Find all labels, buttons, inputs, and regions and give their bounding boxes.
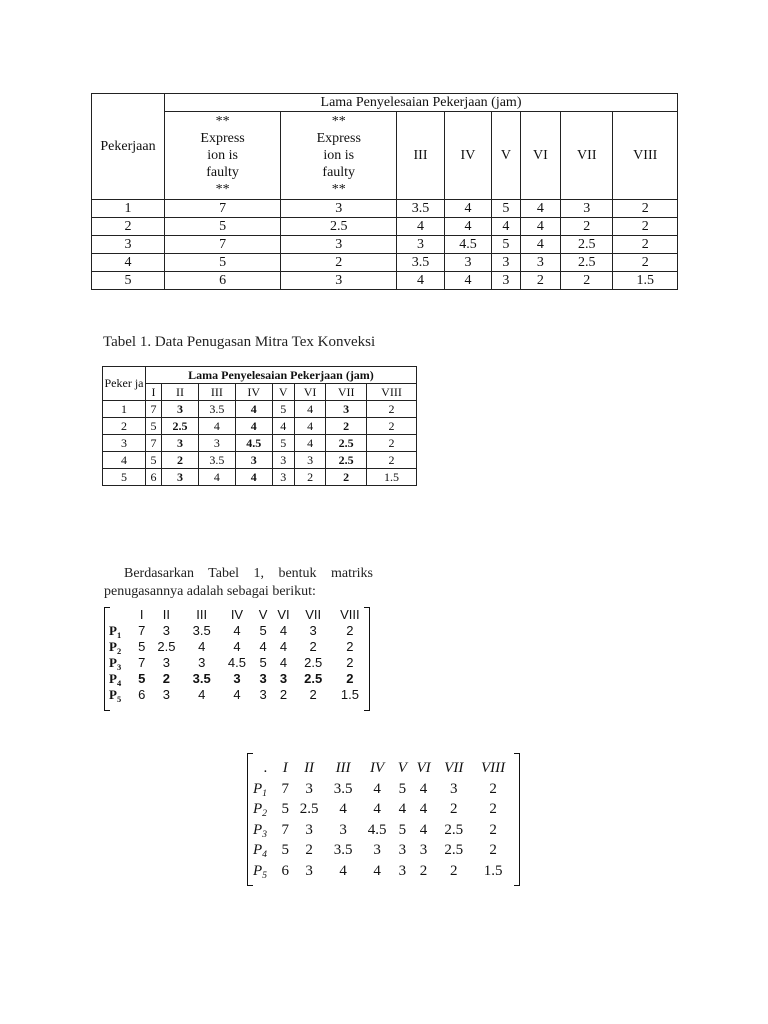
table-cell: 2 bbox=[613, 218, 678, 236]
table-cell: 4 bbox=[444, 218, 491, 236]
matrix-row bbox=[107, 671, 369, 687]
table-cell: 2.5 bbox=[561, 254, 613, 272]
table-cell: 7 bbox=[146, 435, 162, 452]
row-number: 1 bbox=[92, 200, 165, 218]
column-header: VIII bbox=[613, 112, 678, 200]
matrix-cell: 4 bbox=[279, 639, 288, 654]
matrix-column-header: II bbox=[162, 607, 171, 622]
matrix-cell: 2 bbox=[346, 671, 354, 686]
row-subscript: 5 bbox=[262, 869, 268, 881]
column-header: V bbox=[272, 384, 294, 401]
table-cell: 4 bbox=[294, 435, 325, 452]
table-cell: 2.5 bbox=[326, 452, 367, 469]
row-letter: P bbox=[253, 780, 263, 797]
row-subscript: 4 bbox=[116, 678, 122, 688]
table-cell: 2 bbox=[294, 469, 325, 486]
matrix-row bbox=[253, 840, 515, 861]
matrix-cell: 4 bbox=[419, 821, 428, 838]
table-cell: 2 bbox=[367, 435, 417, 452]
row-number: 1 bbox=[103, 401, 146, 418]
table-cell: 4 bbox=[235, 401, 272, 418]
matrix-row-label bbox=[253, 820, 278, 841]
table-cell: 2 bbox=[613, 200, 678, 218]
table-cell: 5 bbox=[165, 254, 281, 272]
matrix-cell: 5 bbox=[281, 801, 290, 817]
table-cell: 1.5 bbox=[367, 469, 417, 486]
matrix-cell: 2 bbox=[419, 862, 428, 879]
column-header: IV bbox=[235, 384, 272, 401]
matrix-column-header: VIII bbox=[340, 607, 360, 622]
matrix-cell: 3 bbox=[305, 821, 313, 838]
matrix-cell: 3 bbox=[450, 780, 458, 797]
paragraph-line: penugasannya adalah sebagai berikut: bbox=[104, 584, 316, 599]
matrix-cell: 7 bbox=[281, 821, 290, 838]
matrix-header-row bbox=[253, 758, 515, 779]
table-cell: 3 bbox=[162, 469, 199, 486]
table-cell: 3 bbox=[198, 435, 235, 452]
table-cell: 5 bbox=[272, 401, 294, 418]
matrix-cell: 3 bbox=[279, 671, 288, 686]
assignment-matrix-equation bbox=[247, 753, 520, 886]
table-cell: 2 bbox=[561, 272, 613, 290]
matrix-row bbox=[107, 655, 369, 671]
column-header: VII bbox=[561, 112, 613, 200]
table-cell: 3 bbox=[520, 254, 560, 272]
table-cell: 2 bbox=[162, 452, 199, 469]
table-cell: 7 bbox=[165, 200, 281, 218]
matrix-row-label bbox=[107, 623, 135, 639]
matrix-cell: 3 bbox=[419, 842, 428, 858]
matrix-cell: 4 bbox=[419, 801, 428, 817]
matrix-row bbox=[253, 820, 515, 841]
table-cell: 1.5 bbox=[613, 272, 678, 290]
row-header: Peker ja bbox=[103, 367, 146, 401]
matrix-cell: 5 bbox=[398, 780, 407, 797]
matrix-row-label bbox=[107, 687, 135, 703]
table-cell: 5 bbox=[272, 435, 294, 452]
table-cell: 2 bbox=[367, 418, 417, 435]
column-header: ** Express ion is faulty ** bbox=[281, 112, 397, 200]
matrix-row-label bbox=[107, 671, 135, 687]
row-subscript: 3 bbox=[116, 662, 122, 672]
row-letter: P bbox=[253, 842, 263, 858]
matrix-cell: 2.5 bbox=[444, 821, 464, 838]
matrix-cell: 3 bbox=[305, 862, 313, 879]
matrix-cell: 4 bbox=[398, 801, 407, 817]
matrix-cell: 3 bbox=[259, 687, 267, 702]
matrix-column-header: VII bbox=[305, 607, 322, 622]
column-header: VI bbox=[520, 112, 560, 200]
table-cell: 2 bbox=[613, 254, 678, 272]
matrix-column-header: VI bbox=[277, 607, 290, 622]
matrix-cell: 5 bbox=[259, 623, 267, 638]
table-cell: 4 bbox=[294, 418, 325, 435]
table-row bbox=[92, 200, 678, 218]
matrix-cell: 4 bbox=[419, 780, 428, 797]
table-cell: 4 bbox=[520, 218, 560, 236]
column-header: I bbox=[146, 384, 162, 401]
matrix-column-header: III bbox=[196, 607, 208, 622]
row-letter: P bbox=[253, 821, 263, 838]
matrix-cell: 3 bbox=[259, 671, 267, 686]
table-cell: 3 bbox=[281, 236, 397, 254]
table-cell: 2 bbox=[281, 254, 397, 272]
table-cell: 2.5 bbox=[281, 218, 397, 236]
row-number: 4 bbox=[103, 452, 146, 469]
explanation-paragraph bbox=[104, 565, 373, 601]
table-cell: 4 bbox=[235, 418, 272, 435]
assignment-table-top bbox=[91, 93, 678, 290]
matrix-row bbox=[107, 639, 369, 655]
row-number: 4 bbox=[92, 254, 165, 272]
table-cell: 4 bbox=[397, 218, 444, 236]
matrix-row-label bbox=[107, 655, 135, 671]
matrix-row bbox=[253, 799, 515, 820]
matrix-column-header: V bbox=[258, 607, 268, 622]
matrix-cell: 4 bbox=[198, 687, 206, 702]
table-cell: 5 bbox=[146, 418, 162, 435]
matrix-cell: 4 bbox=[279, 623, 288, 638]
matrix-cell: 2 bbox=[279, 687, 288, 702]
row-letter: P bbox=[109, 671, 117, 686]
matrix-row-label bbox=[253, 799, 278, 820]
matrix-cell: 6 bbox=[138, 687, 146, 702]
table-cell: 4 bbox=[235, 469, 272, 486]
matrix-column-header: IV bbox=[230, 607, 244, 622]
matrix-cell: 3 bbox=[162, 655, 171, 670]
table-cell: 3.5 bbox=[397, 254, 444, 272]
table-cell: 3 bbox=[492, 254, 520, 272]
matrix-corner: . bbox=[263, 760, 268, 776]
matrix-body bbox=[253, 758, 515, 881]
table-cell: 4 bbox=[444, 272, 491, 290]
matrix-cell: 1.5 bbox=[483, 862, 503, 879]
matrix-cell: 2.5 bbox=[304, 671, 323, 686]
matrix-cell: 2 bbox=[305, 842, 313, 858]
row-letter: P bbox=[109, 655, 117, 670]
table-cell: 2 bbox=[326, 469, 367, 486]
matrix-cell: 2.5 bbox=[444, 842, 464, 858]
table-row bbox=[92, 272, 678, 290]
table-cell: 5 bbox=[165, 218, 281, 236]
matrix-cell: 2 bbox=[346, 639, 354, 654]
table-cell: 4.5 bbox=[444, 236, 491, 254]
matrix-cell: 2 bbox=[489, 821, 497, 838]
matrix-row bbox=[107, 687, 369, 703]
column-header: IV bbox=[444, 112, 491, 200]
assignment-table-image bbox=[102, 366, 417, 486]
table-cell: 2 bbox=[326, 418, 367, 435]
matrix-cell: 7 bbox=[138, 623, 146, 638]
matrix-cell: 4.5 bbox=[367, 821, 387, 838]
table-row bbox=[92, 218, 678, 236]
table-cell: 6 bbox=[146, 469, 162, 486]
matrix-column-header: VI bbox=[416, 760, 431, 776]
table-row bbox=[103, 469, 417, 486]
table-cell: 4 bbox=[444, 200, 491, 218]
table-row bbox=[92, 254, 678, 272]
table-cell: 3 bbox=[294, 452, 325, 469]
matrix-cell: 2 bbox=[309, 639, 317, 654]
matrix-cell: 2 bbox=[346, 623, 354, 638]
matrix-cell: 5 bbox=[259, 655, 267, 670]
table-cell: 3 bbox=[492, 272, 520, 290]
table-cell: 3 bbox=[326, 401, 367, 418]
matrix-column-header: I bbox=[282, 760, 288, 776]
matrix-cell: 3 bbox=[233, 671, 241, 686]
table-cell: 2.5 bbox=[326, 435, 367, 452]
assignment-matrix-image bbox=[104, 607, 370, 711]
table-cell: 5 bbox=[492, 200, 520, 218]
table-row bbox=[103, 418, 417, 435]
column-header: V bbox=[492, 112, 520, 200]
column-header: VII bbox=[326, 384, 367, 401]
matrix-row-label bbox=[253, 840, 278, 861]
row-letter: P bbox=[109, 623, 117, 638]
table-cell: 2.5 bbox=[561, 236, 613, 254]
table-cell: 3 bbox=[444, 254, 491, 272]
table-cell: 2 bbox=[520, 272, 560, 290]
table-cell: 4 bbox=[294, 401, 325, 418]
table-cell: 7 bbox=[165, 236, 281, 254]
matrix-cell: 4 bbox=[233, 623, 241, 638]
matrix-cell: 4 bbox=[339, 862, 347, 879]
matrix-cell: 2 bbox=[162, 671, 171, 686]
matrix-row bbox=[107, 623, 369, 639]
matrix-cell: 3 bbox=[398, 862, 407, 879]
column-header: II bbox=[162, 384, 199, 401]
table-cell: 3.5 bbox=[397, 200, 444, 218]
matrix-cell: 4 bbox=[233, 639, 241, 654]
table-cell: 7 bbox=[146, 401, 162, 418]
matrix-cell: 7 bbox=[281, 780, 290, 797]
row-subscript: 1 bbox=[116, 630, 122, 640]
matrix-cell: 4 bbox=[339, 801, 347, 817]
matrix-row bbox=[253, 779, 515, 800]
matrix-cell: 2 bbox=[346, 655, 354, 670]
matrix-cell: 4 bbox=[373, 780, 381, 797]
table-cell: 3 bbox=[561, 200, 613, 218]
table-row bbox=[92, 236, 678, 254]
table-cell: 3.5 bbox=[198, 452, 235, 469]
row-letter: P bbox=[253, 862, 263, 879]
matrix-cell: 4 bbox=[233, 687, 241, 702]
table-cell: 2 bbox=[561, 218, 613, 236]
table-cell: 2 bbox=[367, 401, 417, 418]
matrix-row-label bbox=[253, 779, 278, 800]
matrix-cell: 2.5 bbox=[299, 801, 319, 817]
matrix-cell: 3.5 bbox=[333, 842, 353, 858]
table-cell: 4 bbox=[397, 272, 444, 290]
matrix-cell: 2 bbox=[450, 801, 458, 817]
table-cell: 3 bbox=[281, 200, 397, 218]
row-subscript: 5 bbox=[116, 694, 122, 704]
matrix-row-label bbox=[107, 639, 135, 655]
table-cell: 4.5 bbox=[235, 435, 272, 452]
table-cell: 4 bbox=[198, 418, 235, 435]
matrix-cell: 5 bbox=[281, 842, 290, 858]
row-subscript: 4 bbox=[262, 849, 268, 860]
row-number: 5 bbox=[92, 272, 165, 290]
matrix-cell: 2 bbox=[489, 842, 497, 858]
matrix-cell: 4.5 bbox=[227, 655, 246, 670]
matrix-row-label bbox=[253, 861, 278, 882]
row-number: 5 bbox=[103, 469, 146, 486]
table-cell: 3 bbox=[281, 272, 397, 290]
matrix-header-row bbox=[107, 607, 369, 623]
table-row bbox=[103, 452, 417, 469]
matrix-cell: 1.5 bbox=[340, 687, 359, 702]
row-letter: P bbox=[253, 801, 263, 817]
matrix-cell: 3 bbox=[162, 687, 171, 702]
paragraph-line: Berdasarkan Tabel 1, bentuk matriks bbox=[124, 566, 373, 581]
matrix-cell: 3 bbox=[373, 842, 381, 858]
column-header: VIII bbox=[367, 384, 417, 401]
matrix-cell: 2 bbox=[489, 801, 497, 817]
matrix-cell: 4 bbox=[373, 862, 381, 879]
matrix-column-header: VIII bbox=[480, 760, 506, 776]
matrix-corner bbox=[107, 607, 135, 623]
table-cell: 6 bbox=[165, 272, 281, 290]
table-cell: 4 bbox=[520, 236, 560, 254]
group-header: Lama Penyelesaian Pekerjaan (jam) bbox=[146, 367, 417, 384]
row-number: 3 bbox=[103, 435, 146, 452]
table-cell: 4 bbox=[198, 469, 235, 486]
group-header: Lama Penyelesaian Pekerjaan (jam) bbox=[165, 94, 678, 112]
matrix-column-header: VII bbox=[444, 760, 464, 776]
table-row bbox=[103, 401, 417, 418]
matrix-cell: 3.5 bbox=[333, 780, 353, 797]
matrix-cell: 4 bbox=[279, 655, 288, 670]
matrix-column-header: III bbox=[335, 760, 351, 776]
matrix-column-header: V bbox=[397, 760, 407, 776]
matrix-cell: 3 bbox=[162, 623, 171, 638]
matrix-cell: 3 bbox=[198, 655, 206, 670]
row-subscript: 2 bbox=[262, 808, 268, 819]
matrix-column-header: II bbox=[304, 760, 315, 776]
matrix-cell: 3.5 bbox=[192, 623, 211, 638]
row-header: Pekerjaan bbox=[92, 94, 165, 200]
table-cell: 4 bbox=[272, 418, 294, 435]
table-cell: 2 bbox=[367, 452, 417, 469]
column-header: III bbox=[397, 112, 444, 200]
table-cell: 5 bbox=[492, 236, 520, 254]
table-cell: 5 bbox=[146, 452, 162, 469]
matrix-cell: 3 bbox=[398, 842, 407, 858]
matrix-cell: 3 bbox=[339, 821, 347, 838]
matrix-cell: 2 bbox=[450, 862, 458, 879]
matrix-cell: 5 bbox=[138, 671, 146, 686]
matrix-cell: 5 bbox=[138, 639, 146, 654]
column-header: VI bbox=[294, 384, 325, 401]
matrix-cell: 6 bbox=[281, 862, 290, 879]
matrix-column-header: IV bbox=[369, 760, 385, 776]
table-cell: 4 bbox=[520, 200, 560, 218]
matrix-cell: 5 bbox=[398, 821, 407, 838]
matrix-cell: 2 bbox=[489, 780, 497, 797]
table-cell: 3 bbox=[162, 435, 199, 452]
table-cell: 3 bbox=[162, 401, 199, 418]
row-number: 3 bbox=[92, 236, 165, 254]
table-cell: 3.5 bbox=[198, 401, 235, 418]
table-cell: 2 bbox=[613, 236, 678, 254]
matrix-cell: 3 bbox=[305, 780, 313, 797]
table-cell: 2.5 bbox=[162, 418, 199, 435]
column-header: ** Express ion is faulty ** bbox=[165, 112, 281, 200]
matrix-row bbox=[253, 861, 515, 882]
matrix-cell: 2.5 bbox=[304, 655, 323, 670]
matrix-cell: 2 bbox=[309, 687, 317, 702]
matrix-cell: 2.5 bbox=[157, 639, 176, 654]
row-subscript: 1 bbox=[262, 787, 268, 799]
row-number: 2 bbox=[103, 418, 146, 435]
matrix-column-header: I bbox=[139, 607, 144, 622]
matrix-body bbox=[107, 607, 369, 703]
column-header: III bbox=[198, 384, 235, 401]
matrix-cell: 3 bbox=[309, 623, 317, 638]
row-subscript: 3 bbox=[262, 828, 268, 840]
table-row bbox=[103, 435, 417, 452]
table-cell: 4 bbox=[492, 218, 520, 236]
matrix-cell: 4 bbox=[259, 639, 267, 654]
matrix-cell: 4 bbox=[198, 639, 206, 654]
matrix-cell: 7 bbox=[138, 655, 146, 670]
table-caption: Tabel 1. Data Penugasan Mitra Tex Konveksi bbox=[103, 334, 376, 350]
table-cell: 3 bbox=[272, 469, 294, 486]
table-cell: 3 bbox=[272, 452, 294, 469]
matrix-cell: 4 bbox=[373, 801, 381, 817]
table-cell: 3 bbox=[235, 452, 272, 469]
matrix-cell: 3.5 bbox=[192, 671, 211, 686]
row-letter: P bbox=[109, 687, 117, 702]
row-subscript: 2 bbox=[116, 646, 122, 656]
row-number: 2 bbox=[92, 218, 165, 236]
row-letter: P bbox=[109, 639, 117, 654]
table-cell: 3 bbox=[397, 236, 444, 254]
